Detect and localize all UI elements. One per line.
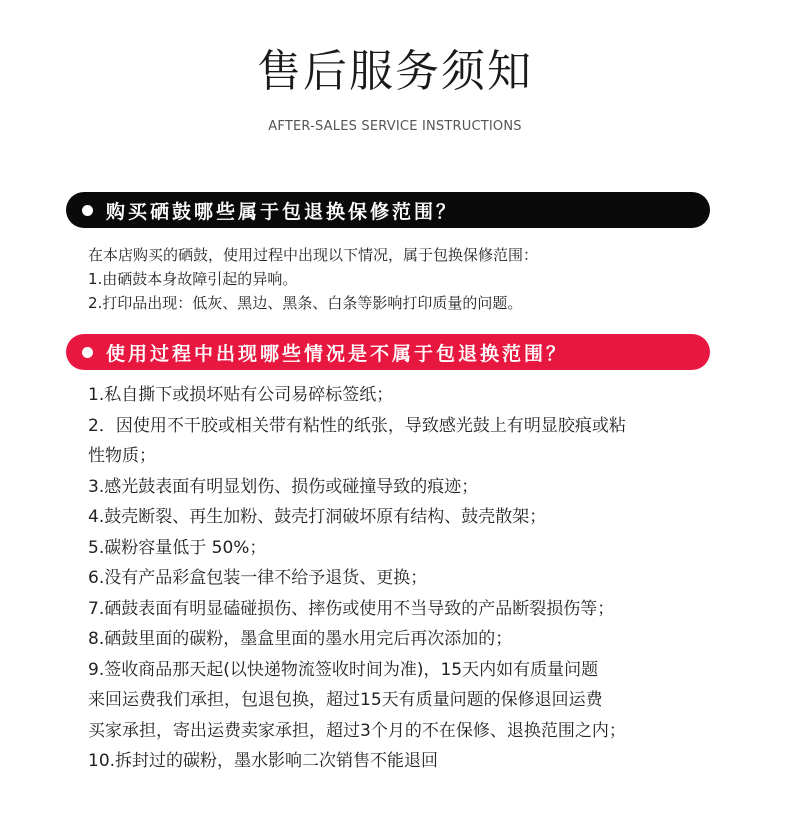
bullet-dot-icon [82, 347, 93, 358]
section-2-line: 来回运费我们承担，包退包换，超过15天有质量问题的保修退回运费 [88, 690, 603, 710]
section-2-body [88, 380, 738, 777]
section-2-line: 2．因使用不干胶或相关带有粘性的纸张，导致感光鼓上有明显胶痕或粘 [88, 415, 626, 436]
section-1-line: 2.打印品出现：低灰、黑边、黑条、白条等影响打印质量的问题。 [88, 294, 523, 312]
section-2-line: 3.感光鼓表面有明显划伤、损伤或碰撞导致的痕迹； [88, 476, 479, 497]
section-2-line: 6.没有产品彩盒包装一律不给予退货、更换； [88, 568, 428, 588]
section-2-line: 性物质； [88, 446, 156, 466]
section-1-line: 1.由硒鼓本身故障引起的异响。 [88, 270, 298, 288]
section-2-line: 10.拆封过的碳粉，墨水影响二次销售不能退回 [88, 751, 439, 771]
section-1-line: 在本店购买的硒鼓，使用过程中出现以下情况，属于包换保修范围： [88, 246, 539, 264]
section-2-heading: 使用过程中出现哪些情况是不属于包退换范围？ [106, 342, 569, 365]
page-subtitle: AFTER-SALES SERVICE INSTRUCTIONS [268, 119, 522, 134]
page-title: 售后服务须知 [257, 46, 533, 97]
section-2-line: 买家承担，寄出运费卖家承担，超过3个月的不在保修、退换范围之内； [88, 720, 626, 741]
section-2-line: 7.硒鼓表面有明显磕碰损伤、摔伤或使用不当导致的产品断裂损伤等； [88, 598, 615, 619]
section-2-line: 5.碳粉容量低于 50%； [88, 537, 267, 558]
section-2-line: 8.硒鼓里面的碳粉，墨盒里面的墨水用完后再次添加的； [88, 629, 513, 649]
section-2-heading-banner [66, 334, 710, 370]
section-1-heading-banner [66, 192, 710, 228]
section-1-body [88, 243, 728, 315]
section-2-line: 9.签收商品那天起(以快递物流签收时间为准)，15天内如有质量问题 [88, 659, 599, 680]
section-2-line: 1.私自撕下或损坏贴有公司易碎标签纸； [88, 385, 394, 405]
section-2-line: 4.鼓壳断裂、再生加粉、鼓壳打洞破坏原有结构、鼓壳散架； [88, 507, 547, 527]
bullet-dot-icon [82, 205, 93, 216]
section-1-heading: 购买硒鼓哪些属于包退换保修范围？ [106, 200, 459, 223]
